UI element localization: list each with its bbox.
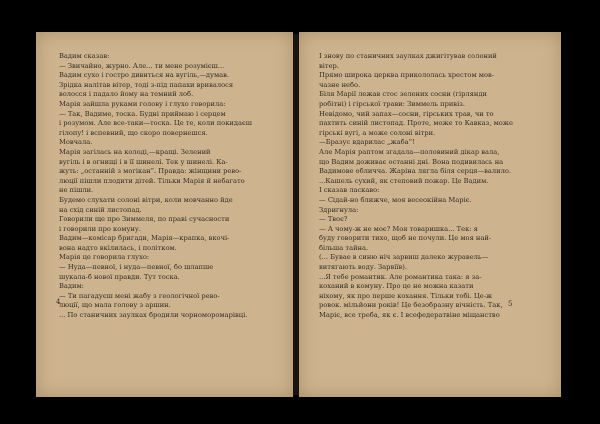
right-page xyxy=(299,32,561,397)
text-line: Марія загілась на колоді,—кращі. Зелений xyxy=(59,147,211,156)
text-line: ніхому, як про перше кохання. Тільки тобі. Це-ж xyxy=(319,291,493,300)
text-line: чазне небо. xyxy=(319,80,361,89)
text-line: вона надто вкілилась, і політком. xyxy=(59,243,177,252)
text-line: — Сідай-но ближче, моя весеокійна Маріє. xyxy=(319,195,472,204)
text-line: ...Я тебе романтик. Але романтика така: я за- xyxy=(319,272,482,281)
text-line: коханий в комуну. Про це не можна казати xyxy=(319,282,474,291)
right-page-text xyxy=(319,52,545,321)
text-line: — Звичайно, журно. Але... ти мене розумієш... xyxy=(59,61,225,70)
text-line: буду говорити тихо, щоб не почули. Це моя най- xyxy=(319,234,492,243)
text-line: Вадим—комісар бригади, Марія—крапка, вкочі- xyxy=(59,234,230,243)
text-line: не пішли. xyxy=(59,186,94,195)
text-line: Марія це говорила глухо: xyxy=(59,253,150,262)
text-line: — А чому-ж не моє? Моя товаришка... Тек: я xyxy=(319,224,478,233)
text-line: Здригнула: xyxy=(319,205,359,214)
left-page-text xyxy=(59,52,277,321)
text-line: що Вадим доживає останні дні. Вона подивилась на xyxy=(319,157,504,166)
text-line: Маріє, все треба, як є. І всефедератвіне міщанство xyxy=(319,311,500,320)
text-line: Але Марія раптом згадала—половиний дікар вала, xyxy=(319,147,500,156)
text-line: І сказав ласкаво: xyxy=(319,186,380,195)
text-line: гілопу! і вспевний, що скоро повернешся. xyxy=(59,128,208,137)
text-line: (... Бувае в синю ніч зарвиш далеко журавель— xyxy=(319,253,489,262)
text-line: Вадим сухо і гостро дивиться на вугіль,—думав. xyxy=(59,71,230,80)
text-line: — Так, Вадиме, тоска. Будні приймаю і серцем xyxy=(59,109,226,118)
text-line: Вадимове обличча. Жаріна лягла біля серця—валило. xyxy=(319,167,512,176)
left-page xyxy=(36,32,293,397)
text-line: люції, що мала голову з аршин. xyxy=(59,301,171,310)
text-line: Прямо широка церква прикололась хрестом мов- xyxy=(319,71,495,80)
text-line: Вадим: xyxy=(59,282,84,291)
text-line: — Твоє? xyxy=(319,215,348,224)
text-line: Говорили ще про Зиммеля, по праві сучасности xyxy=(59,215,230,224)
text-line: Будемо слухати солоні вітри, коли мовчанно йде xyxy=(59,195,233,204)
text-line: люції пішли плодити дітей. Тільки Марія й небагато xyxy=(59,176,245,185)
text-line: ровок. мільйони років! Це безобразну вічність. Так, xyxy=(319,301,503,310)
text-line: Марія зайшла руками голову і глухо говорила: xyxy=(59,99,226,108)
text-line: більша тайна. xyxy=(319,243,369,252)
text-line: Зрідка налітав вітер, тоді з-під папахи вривалося xyxy=(59,80,234,89)
text-line: Невідомо, чий запах—сосни, гірських трав, чи то xyxy=(319,109,494,118)
text-line: і розумом. Але все-таки—тоска. Це те, коли покидаєш xyxy=(59,119,252,128)
text-line: ... По станичних заулках бродили чорноморомарівці. xyxy=(59,311,248,320)
text-line: Мовчала. xyxy=(59,138,93,147)
text-line: пахтить синій листопад. Проте, може то Кавказ, може xyxy=(319,119,513,128)
text-line: Вадим сказав: xyxy=(59,52,110,60)
text-line: —Бразус вдарилас „жаба”! xyxy=(319,138,415,147)
text-line: — Нуда—певної, і нуда—певної, бо шлапше xyxy=(59,263,214,272)
right-page-number: 5 xyxy=(508,300,513,308)
text-line: витягають воду. Зарвіїв). xyxy=(319,263,407,272)
text-line: Біля Марії лежав стос зелених сосни (гірлянди xyxy=(319,90,487,99)
text-line: ...Кашель сухий, як степовий пожар. Це Вадим. xyxy=(319,176,489,185)
text-line: — Ти пагадуєш мені жабу з геологічної рево- xyxy=(59,291,220,300)
text-line: волосся і падало йому на темний лоб. xyxy=(59,90,194,99)
text-line: гірські вугі, а може солоні вітри. xyxy=(319,128,436,137)
left-page-number: 4 xyxy=(56,298,61,306)
text-line: на схід синій листопад. xyxy=(59,205,142,214)
text-line: жуть: „останній з могікан”. Правда: жінщини рево- xyxy=(59,167,242,176)
text-line: вугіль і в огнищі і в її шинелі. Тек у шинелі. Ка- xyxy=(59,157,228,166)
text-line: і говорили про комуну. xyxy=(59,224,141,233)
text-line: шукала-б нової правди. Тут тоска. xyxy=(59,272,180,281)
text-line: робітні) і гірської трави: Зиммель привіз. xyxy=(319,99,465,108)
text-line: вітер. xyxy=(319,61,339,70)
text-line: І знову по станичних заулках джигітував солоний xyxy=(319,52,497,60)
